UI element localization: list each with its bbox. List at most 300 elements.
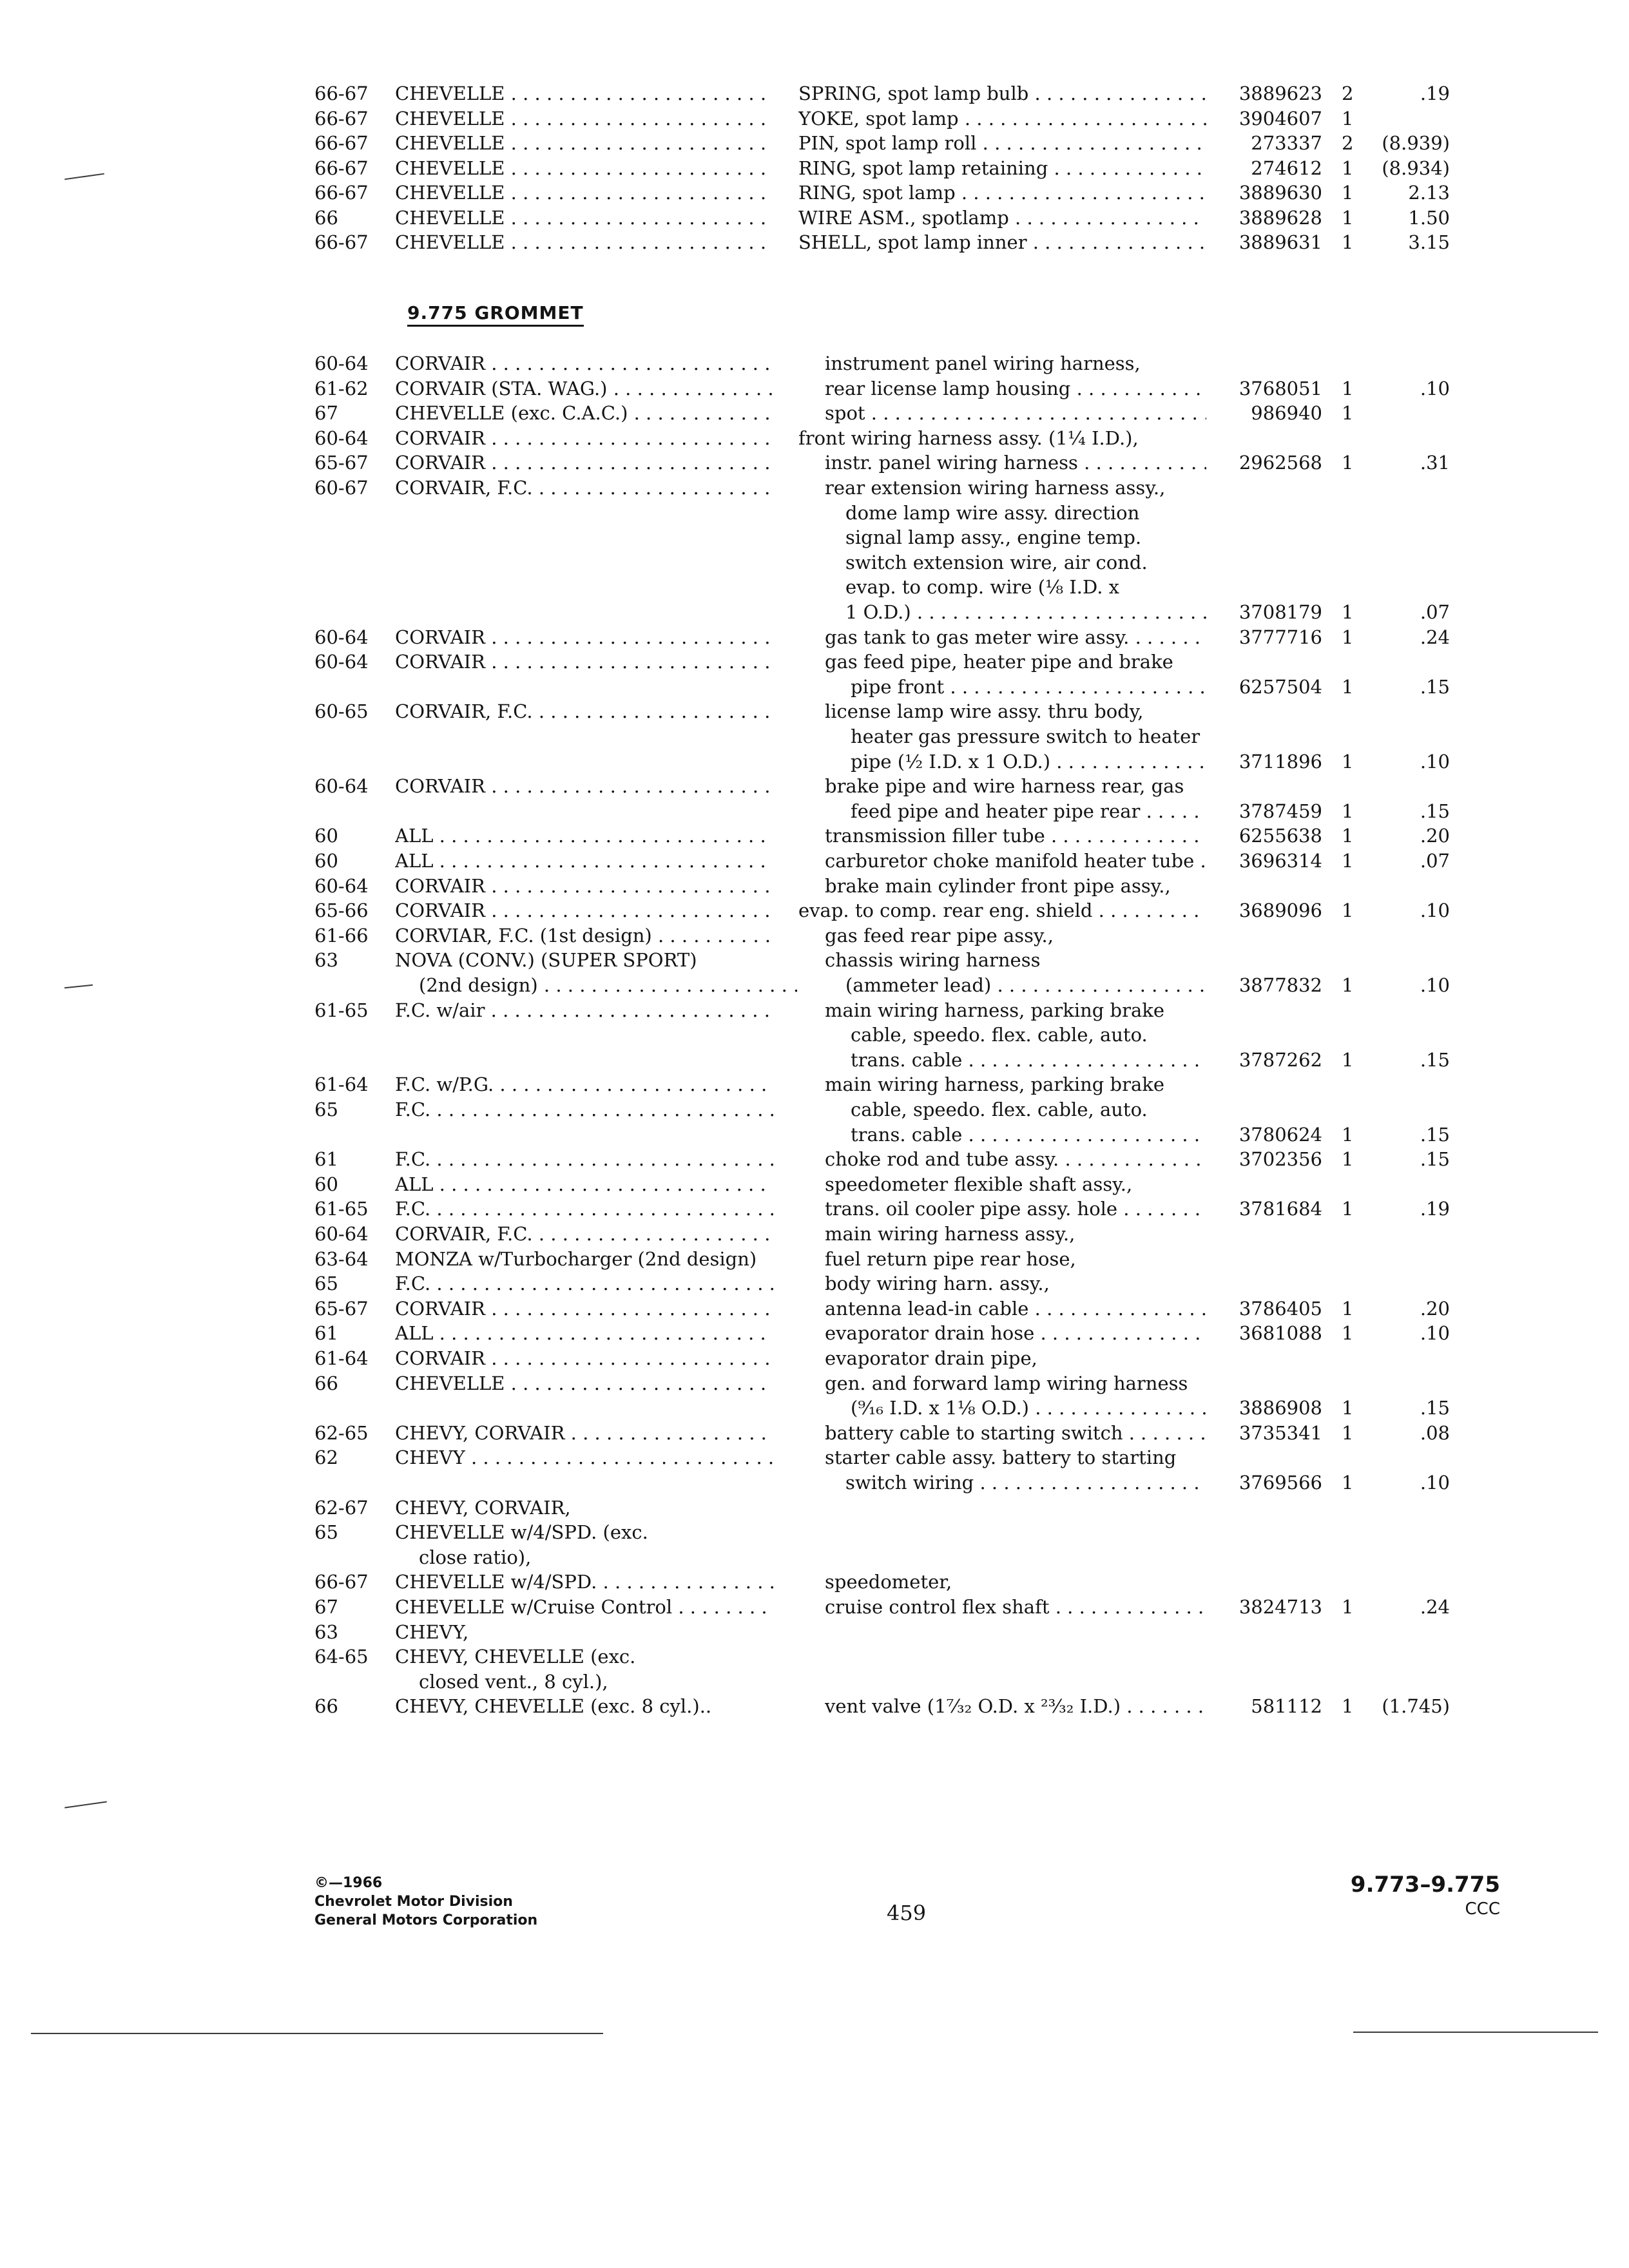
model-name: CHEVELLE . . .	[395, 207, 773, 229]
model-years: 66-67	[314, 157, 369, 179]
part-description: switch wiring . . .	[845, 1472, 1206, 1494]
part-description: body wiring harn. assy.,	[825, 1273, 1050, 1295]
model-name: F.C. w/air . . .	[395, 999, 773, 1021]
model-name: F.C. . . .	[395, 1198, 773, 1220]
model-years: 60-64	[314, 352, 369, 374]
part-number: 3824713	[1239, 1596, 1322, 1618]
table-row	[0, 1472, 1629, 1494]
model-name: CORVAIR . . .	[395, 1298, 773, 1320]
part-description: YOKE, spot lamp . . .	[798, 108, 1206, 130]
table-row	[0, 1446, 1629, 1468]
model-years: 60	[314, 850, 338, 872]
part-number: 3877832	[1239, 974, 1322, 996]
model-years: 66-67	[314, 182, 369, 204]
part-number: 274612	[1251, 157, 1322, 179]
table-row	[0, 949, 1629, 971]
model-name: CHEVY, CORVAIR . . .	[395, 1422, 773, 1444]
model-years: 65-67	[314, 452, 369, 474]
model-name: CORVAIR, F.C. . . .	[395, 1223, 773, 1245]
part-description: brake pipe and wire harness rear, gas	[825, 775, 1184, 798]
quantity: 1	[1342, 107, 1354, 130]
quantity: 1	[1342, 601, 1354, 623]
table-row	[0, 1695, 1629, 1717]
price: .31	[1420, 452, 1450, 474]
table-row	[0, 1571, 1629, 1593]
quantity: 1	[1342, 182, 1354, 204]
table-row	[0, 1248, 1629, 1270]
model-name: F.C. . . .	[395, 1148, 773, 1170]
model-name: CHEVY, CORVAIR,	[395, 1496, 571, 1519]
table-row	[0, 182, 1629, 204]
table-row	[0, 751, 1629, 773]
quantity: 1	[1342, 1148, 1354, 1171]
table-row	[0, 402, 1629, 424]
model-years: 62	[314, 1446, 338, 1469]
part-description: cable, speedo. flex. cable, auto.	[851, 1099, 1148, 1120]
table-row	[0, 726, 1629, 747]
part-description: rear license lamp housing . . .	[825, 378, 1206, 399]
table-row	[0, 132, 1629, 154]
part-number: 3904607	[1239, 107, 1322, 130]
model-years: 61-64	[314, 1347, 369, 1369]
model-name: CORVIAR, F.C. (1st design) . . .	[395, 925, 773, 947]
model-years: 60	[314, 1173, 338, 1195]
model-name: CORVAIR . . .	[395, 452, 773, 474]
model-years: 60	[314, 825, 338, 847]
model-years: 60-67	[314, 477, 369, 499]
copyright: ©—1966	[314, 1875, 383, 1891]
model-years: 66-67	[314, 1571, 369, 1593]
model-name: CORVAIR . . .	[395, 1347, 773, 1369]
table-row	[0, 999, 1629, 1021]
table-row	[0, 1273, 1629, 1294]
model-years: 63	[314, 949, 338, 972]
model-years: 60-65	[314, 700, 369, 723]
table-row	[0, 651, 1629, 673]
model-years: 66	[314, 1695, 338, 1718]
part-description: trans. oil cooler pipe assy. hole . . .	[825, 1198, 1206, 1220]
part-description: spot . . .	[825, 402, 1206, 424]
table-row	[0, 1073, 1629, 1095]
table-row	[0, 899, 1629, 921]
table-row	[0, 108, 1629, 130]
table-row	[0, 1521, 1629, 1543]
model-years: 60-64	[314, 651, 369, 673]
model-years: 60-64	[314, 1223, 369, 1245]
part-description: feed pipe and heater pipe rear . . .	[851, 800, 1206, 822]
price: .10	[1420, 377, 1450, 399]
part-description: battery cable to starting switch . . .	[825, 1422, 1206, 1444]
model-years: 60-64	[314, 427, 369, 449]
model-years: 66	[314, 1372, 338, 1394]
model-years: 66	[314, 206, 338, 229]
model-name: (2nd design) . . .	[419, 974, 797, 996]
quantity: 1	[1342, 1123, 1354, 1146]
model-years: 63-64	[314, 1247, 369, 1270]
quantity: 1	[1342, 231, 1354, 253]
model-years: 64-65	[314, 1646, 369, 1668]
model-years: 67	[314, 402, 338, 425]
quantity: 1	[1342, 206, 1354, 229]
table-row	[0, 1397, 1629, 1419]
part-description: instr. panel wiring harness . . .	[825, 452, 1206, 474]
part-description: starter cable assy. battery to starting	[825, 1446, 1177, 1469]
price: 3.15	[1408, 231, 1450, 253]
footer-section	[1351, 1871, 1500, 1920]
table-row	[0, 875, 1629, 897]
model-name: CHEVELLE . . .	[395, 132, 773, 154]
price: .24	[1420, 626, 1450, 648]
model-name: CORVAIR . . .	[395, 651, 773, 673]
model-name: MONZA w/Turbocharger (2nd design)	[395, 1247, 757, 1270]
part-number: 3735341	[1239, 1421, 1322, 1444]
price: .19	[1420, 82, 1450, 104]
price: .15	[1420, 1148, 1450, 1171]
model-years: 65	[314, 1521, 338, 1544]
footer-publisher	[314, 1874, 537, 1930]
part-description: evaporator drain pipe,	[825, 1347, 1037, 1369]
part-number: 3889631	[1239, 231, 1322, 253]
part-description: heater gas pressure switch to heater	[851, 726, 1200, 747]
table-row	[0, 157, 1629, 179]
part-number: 3786405	[1239, 1297, 1322, 1320]
model-name: CHEVY, CHEVELLE (exc. 8 cyl.)..	[395, 1695, 712, 1718]
part-description: transmission filler tube . . .	[825, 825, 1206, 847]
table-row	[0, 1198, 1629, 1220]
quantity: 1	[1342, 157, 1354, 179]
part-description: pipe (½ I.D. x 1 O.D.) . . .	[851, 751, 1206, 773]
quantity: 1	[1342, 675, 1354, 698]
quantity: 1	[1342, 1397, 1354, 1419]
table-row	[0, 1372, 1629, 1394]
table-row	[0, 676, 1629, 698]
model-name: NOVA (CONV.) (SUPER SPORT)	[395, 949, 697, 972]
part-description: switch extension wire, air cond.	[845, 551, 1148, 573]
model-name: F.C. w/P.G. . . .	[395, 1073, 773, 1095]
part-description: gas tank to gas meter wire assy. . . .	[825, 626, 1206, 648]
table-row	[0, 576, 1629, 598]
model-name: ALL . . .	[395, 1322, 773, 1344]
model-years: 61-65	[314, 1198, 369, 1220]
part-description: front wiring harness assy. (1¼ I.D.),	[798, 427, 1139, 449]
part-description: brake main cylinder front pipe assy.,	[825, 874, 1171, 897]
price: (8.934)	[1382, 157, 1450, 179]
quantity: 1	[1342, 825, 1354, 847]
part-description: trans. cable . . .	[851, 1049, 1206, 1071]
part-description: 1 O.D.) . . .	[845, 601, 1206, 623]
part-description: vent valve (1⁷⁄₃₂ O.D. x ²³⁄₃₂ I.D.) . . .	[825, 1695, 1206, 1717]
part-number: 3696314	[1239, 850, 1322, 872]
part-number: 6257504	[1239, 675, 1322, 698]
quantity: 1	[1342, 1695, 1354, 1718]
part-description: gas feed rear pipe assy.,	[825, 924, 1054, 947]
quantity: 1	[1342, 1472, 1354, 1494]
table-row	[0, 427, 1629, 449]
table-row	[0, 775, 1629, 797]
table-row	[0, 1049, 1629, 1071]
section-heading: 9.775 GROMMET	[407, 302, 584, 327]
model-years: 61-66	[314, 924, 369, 947]
quantity: 1	[1342, 1297, 1354, 1320]
price: .15	[1420, 1397, 1450, 1419]
page-number: 459	[887, 1901, 927, 1925]
model-years: 61-62	[314, 377, 369, 399]
table-row	[0, 850, 1629, 872]
division: Chevrolet Motor Division	[314, 1894, 513, 1910]
price: .15	[1420, 800, 1450, 822]
part-description: instrument panel wiring harness,	[825, 352, 1141, 374]
model-name: F.C. . . .	[395, 1273, 773, 1294]
part-description: (ammeter lead) . . .	[845, 974, 1206, 996]
model-years: 66-67	[314, 82, 369, 104]
quantity: 1	[1342, 899, 1354, 922]
part-description: RING, spot lamp . . .	[798, 182, 1206, 204]
quantity: 1	[1342, 1421, 1354, 1444]
part-number: 3886908	[1239, 1397, 1322, 1419]
table-row	[0, 378, 1629, 399]
price: .10	[1420, 1322, 1450, 1345]
part-number: 3711896	[1239, 750, 1322, 773]
price: .10	[1420, 750, 1450, 773]
table-row	[0, 1546, 1629, 1568]
table-row	[0, 552, 1629, 573]
part-description: carburetor choke manifold heater tube . . .	[825, 850, 1206, 872]
price: .10	[1420, 974, 1450, 996]
table-row	[0, 1322, 1629, 1344]
model-name: CHEVELLE . . .	[395, 231, 773, 253]
table-row	[0, 974, 1629, 996]
part-number: 3889630	[1239, 182, 1322, 204]
model-name: F.C. . . .	[395, 1099, 773, 1120]
part-number: 6255638	[1239, 825, 1322, 847]
model-years: 61-64	[314, 1073, 369, 1096]
quantity: 1	[1342, 800, 1354, 822]
table-row	[0, 231, 1629, 253]
model-name: CHEVELLE w/Cruise Control . . .	[395, 1596, 773, 1618]
table-row	[0, 626, 1629, 648]
quantity: 1	[1342, 974, 1354, 996]
model-years: 63	[314, 1620, 338, 1643]
model-years: 66-67	[314, 132, 369, 154]
quantity: 1	[1342, 1198, 1354, 1220]
model-name: ALL . . .	[395, 850, 773, 872]
model-name: CHEVELLE . . .	[395, 1372, 773, 1394]
table-row	[0, 1099, 1629, 1120]
model-years: 61	[314, 1148, 338, 1171]
table-row	[0, 526, 1629, 548]
model-name: CHEVELLE . . .	[395, 182, 773, 204]
price: .24	[1420, 1596, 1450, 1618]
part-description: WIRE ASM., spotlamp . . .	[798, 207, 1206, 229]
table-row	[0, 502, 1629, 524]
quantity: 1	[1342, 850, 1354, 872]
model-years: 65	[314, 1273, 338, 1295]
model-years: 66-67	[314, 107, 369, 130]
table-row	[0, 477, 1629, 499]
quantity: 1	[1342, 1322, 1354, 1345]
part-description: speedometer,	[825, 1571, 952, 1593]
model-name: CORVAIR . . .	[395, 352, 773, 374]
table-row	[0, 825, 1629, 847]
part-number: 3787459	[1239, 800, 1322, 822]
part-number: 3681088	[1239, 1322, 1322, 1345]
table-row	[0, 1671, 1629, 1693]
table-row	[0, 1148, 1629, 1170]
table-row	[0, 352, 1629, 374]
part-number: 3781684	[1239, 1198, 1322, 1220]
table-row	[0, 1024, 1629, 1046]
model-name: CORVAIR . . .	[395, 899, 773, 921]
model-years: 60-64	[314, 626, 369, 648]
quantity: 1	[1342, 402, 1354, 425]
quantity: 1	[1342, 452, 1354, 474]
model-years: 62-67	[314, 1496, 369, 1519]
part-description: license lamp wire assy. thru body,	[825, 700, 1144, 723]
model-name: close ratio),	[419, 1546, 532, 1568]
table-row	[0, 925, 1629, 947]
part-description: chassis wiring harness	[825, 949, 1041, 972]
part-number: 2962568	[1239, 452, 1322, 474]
model-name: CORVAIR . . .	[395, 775, 773, 797]
price: (1.745)	[1382, 1695, 1450, 1718]
part-number: 3889623	[1239, 82, 1322, 104]
part-number: 3768051	[1239, 377, 1322, 399]
model-name: CORVAIR . . .	[395, 626, 773, 648]
model-name: ALL . . .	[395, 825, 773, 847]
model-name: CORVAIR . . .	[395, 875, 773, 897]
table-row	[0, 700, 1629, 722]
table-row	[0, 800, 1629, 822]
corporation: General Motors Corporation	[314, 1912, 538, 1928]
quantity: 1	[1342, 626, 1354, 648]
model-years: 60-64	[314, 775, 369, 798]
model-years: 65	[314, 1099, 338, 1120]
rule-line	[1353, 2032, 1598, 2033]
part-description: dome lamp wire assy. direction	[845, 501, 1140, 524]
table-row	[0, 1646, 1629, 1667]
part-number: 3777716	[1239, 626, 1322, 648]
part-description: choke rod and tube assy. . . .	[825, 1148, 1206, 1170]
model-years: 66-67	[314, 231, 369, 253]
model-name: CHEVY, CHEVELLE (exc.	[395, 1646, 636, 1668]
section-code: CCC	[1465, 1899, 1500, 1919]
model-name: CHEVELLE . . .	[395, 157, 773, 179]
price: .15	[1420, 1123, 1450, 1146]
part-description: gas feed pipe, heater pipe and brake	[825, 651, 1173, 673]
part-number: 273337	[1251, 132, 1322, 154]
price: .10	[1420, 899, 1450, 922]
quantity: 1	[1342, 1048, 1354, 1071]
table-row	[0, 1422, 1629, 1444]
part-description: main wiring harness, parking brake	[825, 999, 1164, 1021]
model-name: CHEVY,	[395, 1620, 469, 1643]
model-years: 61	[314, 1322, 338, 1345]
table-row	[0, 601, 1629, 623]
part-description: fuel return pipe rear hose,	[825, 1247, 1076, 1270]
table-row	[0, 82, 1629, 104]
model-name: CORVAIR . . .	[395, 427, 773, 449]
quantity: 1	[1342, 377, 1354, 399]
part-description: antenna lead-in cable . . .	[825, 1298, 1206, 1320]
model-name: closed vent., 8 cyl.),	[419, 1670, 608, 1693]
table-row	[0, 1621, 1629, 1643]
price: .10	[1420, 1472, 1450, 1494]
part-description: evaporator drain hose . . .	[825, 1322, 1206, 1344]
price: .07	[1420, 850, 1450, 872]
price: .15	[1420, 675, 1450, 698]
price: .08	[1420, 1421, 1450, 1444]
rule-line	[31, 2033, 603, 2034]
part-description: PIN, spot lamp roll . . .	[798, 132, 1206, 154]
part-description: RING, spot lamp retaining . . .	[798, 157, 1206, 179]
price: .15	[1420, 1048, 1450, 1071]
part-number: 581112	[1251, 1695, 1322, 1718]
model-name: CHEVELLE (exc. C.A.C.) . . .	[395, 402, 773, 424]
table-row	[0, 1596, 1629, 1618]
part-number: 986940	[1251, 402, 1322, 425]
part-number: 3787262	[1239, 1048, 1322, 1071]
part-description: signal lamp assy., engine temp.	[845, 526, 1142, 549]
model-name: CHEVELLE w/4/SPD. (exc.	[395, 1521, 648, 1544]
part-description: main wiring harness assy.,	[825, 1223, 1075, 1245]
price: (8.939)	[1382, 132, 1450, 154]
table-row	[0, 1223, 1629, 1245]
model-years: 67	[314, 1596, 338, 1618]
table-row	[0, 452, 1629, 474]
part-description: pipe front . . .	[851, 676, 1206, 698]
quantity: 1	[1342, 1596, 1354, 1618]
model-name: CHEVELLE . . .	[395, 82, 773, 104]
part-number: 3702356	[1239, 1148, 1322, 1171]
model-name: CORVAIR, F.C. . . .	[395, 477, 773, 499]
price: 1.50	[1408, 206, 1450, 229]
model-name: ALL . . .	[395, 1173, 773, 1195]
table-row	[0, 1347, 1629, 1369]
part-description: cruise control flex shaft . . .	[825, 1596, 1206, 1618]
table-row	[0, 1497, 1629, 1519]
model-name: CHEVY . . .	[395, 1446, 773, 1468]
model-name: CHEVELLE . . .	[395, 108, 773, 130]
part-description: speedometer flexible shaft assy.,	[825, 1173, 1133, 1195]
part-description: evap. to comp. wire (⅛ I.D. x	[845, 576, 1120, 599]
part-description: SHELL, spot lamp inner . . .	[798, 231, 1206, 253]
part-description: main wiring harness, parking brake	[825, 1073, 1164, 1096]
part-number: 3780624	[1239, 1123, 1322, 1146]
table-row	[0, 1173, 1629, 1195]
table-row	[0, 1298, 1629, 1320]
table-row	[0, 1124, 1629, 1146]
section-range: 9.773–9.775	[1350, 1872, 1500, 1898]
part-number: 3689096	[1239, 899, 1322, 922]
part-description: (⁹⁄₁₆ I.D. x 1⅛ O.D.) . . .	[851, 1397, 1206, 1419]
table-row	[0, 207, 1629, 229]
model-name: CHEVELLE w/4/SPD. . . .	[395, 1571, 773, 1593]
model-years: 65-67	[314, 1297, 369, 1320]
price: .07	[1420, 601, 1450, 623]
part-number: 3708179	[1239, 601, 1322, 623]
model-years: 60-64	[314, 874, 369, 897]
price: .20	[1420, 825, 1450, 847]
quantity: 2	[1342, 82, 1354, 104]
quantity: 1	[1342, 750, 1354, 773]
part-description: rear extension wiring harness assy.,	[825, 477, 1166, 499]
price: .19	[1420, 1198, 1450, 1220]
price: 2.13	[1408, 182, 1450, 204]
quantity: 2	[1342, 132, 1354, 154]
part-number: 3769566	[1239, 1472, 1322, 1494]
model-name: CORVAIR (STA. WAG.) . . .	[395, 378, 773, 399]
model-years: 61-65	[314, 999, 369, 1021]
